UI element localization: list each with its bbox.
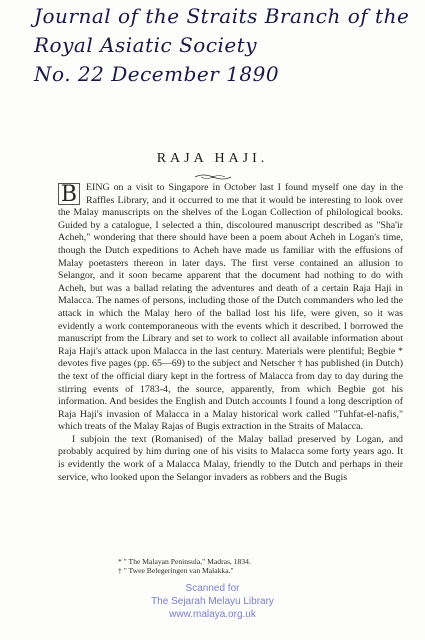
title-ornament-icon <box>193 173 233 181</box>
handwritten-line-2: Royal Asiatic Society <box>34 33 258 57</box>
watermark-line-2: The Sejarah Melayu Library <box>151 596 274 607</box>
article-title: RAJA HAJI. <box>156 151 269 166</box>
handwritten-line-3: No. 22 December 1890 <box>34 62 280 86</box>
paragraph-1 <box>58 182 403 434</box>
watermark-line-1: Scanned for <box>185 583 240 594</box>
article-body <box>58 182 403 484</box>
scan-watermark <box>0 582 425 621</box>
handwritten-annotation <box>34 2 414 89</box>
footnote-2: † " Twee Belegeringen van Malakka." <box>118 566 234 575</box>
footnote-1: * " The Malayan Peninsula," Madras, 1834. <box>118 557 251 566</box>
drop-cap: B <box>58 183 80 205</box>
paragraph-2: I subjoin the text (Romanised) of the Malay ballad preserved by Logan, and probably acquired by him during one of his visits to Malacca some forty years ago. It is evidently the work of a Malacca Malay, friendly to the Dutch and perhaps in their service, who looked upon the Selangor invaders as robbers and the Bugis <box>58 433 403 483</box>
watermark-url[interactable]: www.malaya.org.uk <box>169 609 256 620</box>
footnotes <box>118 557 398 575</box>
handwritten-line-1: Journal of the Straits Branch of the <box>34 4 410 28</box>
paragraph-1-text: EING on a visit to Singapore in October last I found myself one day in the Raffles Library, and it occurred to me that it would be interesting to look over the Malay manuscripts on the shelves of the Logan Collection of philological books. Guided by a catalogue, I selected a thin, discoloured manuscript described as "Sha'ir Acheh," wondering that there should have been a poem about Acheh in Logan's time, though the Dutch expeditions to Acheh have made us familiar with the effusions of Malay poetasters thereon in later days. The first verse contained an allusion to Selangor, and it soon became apparent that the document had nothing to do with Acheh, but was a ballad relating the adventures and death of a certain Raja Haji in Malacca. The names of persons, including those of the Dutch commanders who led the attack in which the Malay hero of the ballad lost his life, were given, so it was evidently a work contemporaneous with the events which it described. I borrowed the manuscript from the Library and set to work to collect all available information about Raja Haji's attack upon Malacca in the last century. Materials were plentiful; Begbie * devotes five pages (pp. 65—69) to the subject and Netscher † has published (in Dutch) the text of the official diary kept in the fortress of Malacca from day to day during the stirring events of 1783-4, the source, apparently, from which Begbie got his information. And besides the English and Dutch accounts I found a long description of Raja Haji's invasion of Malacca in a Malay historical work called "Tuhfat-el-nafis," which treats of the Malay Rajas of Bugis extraction in the Straits of Malacca. <box>58 182 403 433</box>
